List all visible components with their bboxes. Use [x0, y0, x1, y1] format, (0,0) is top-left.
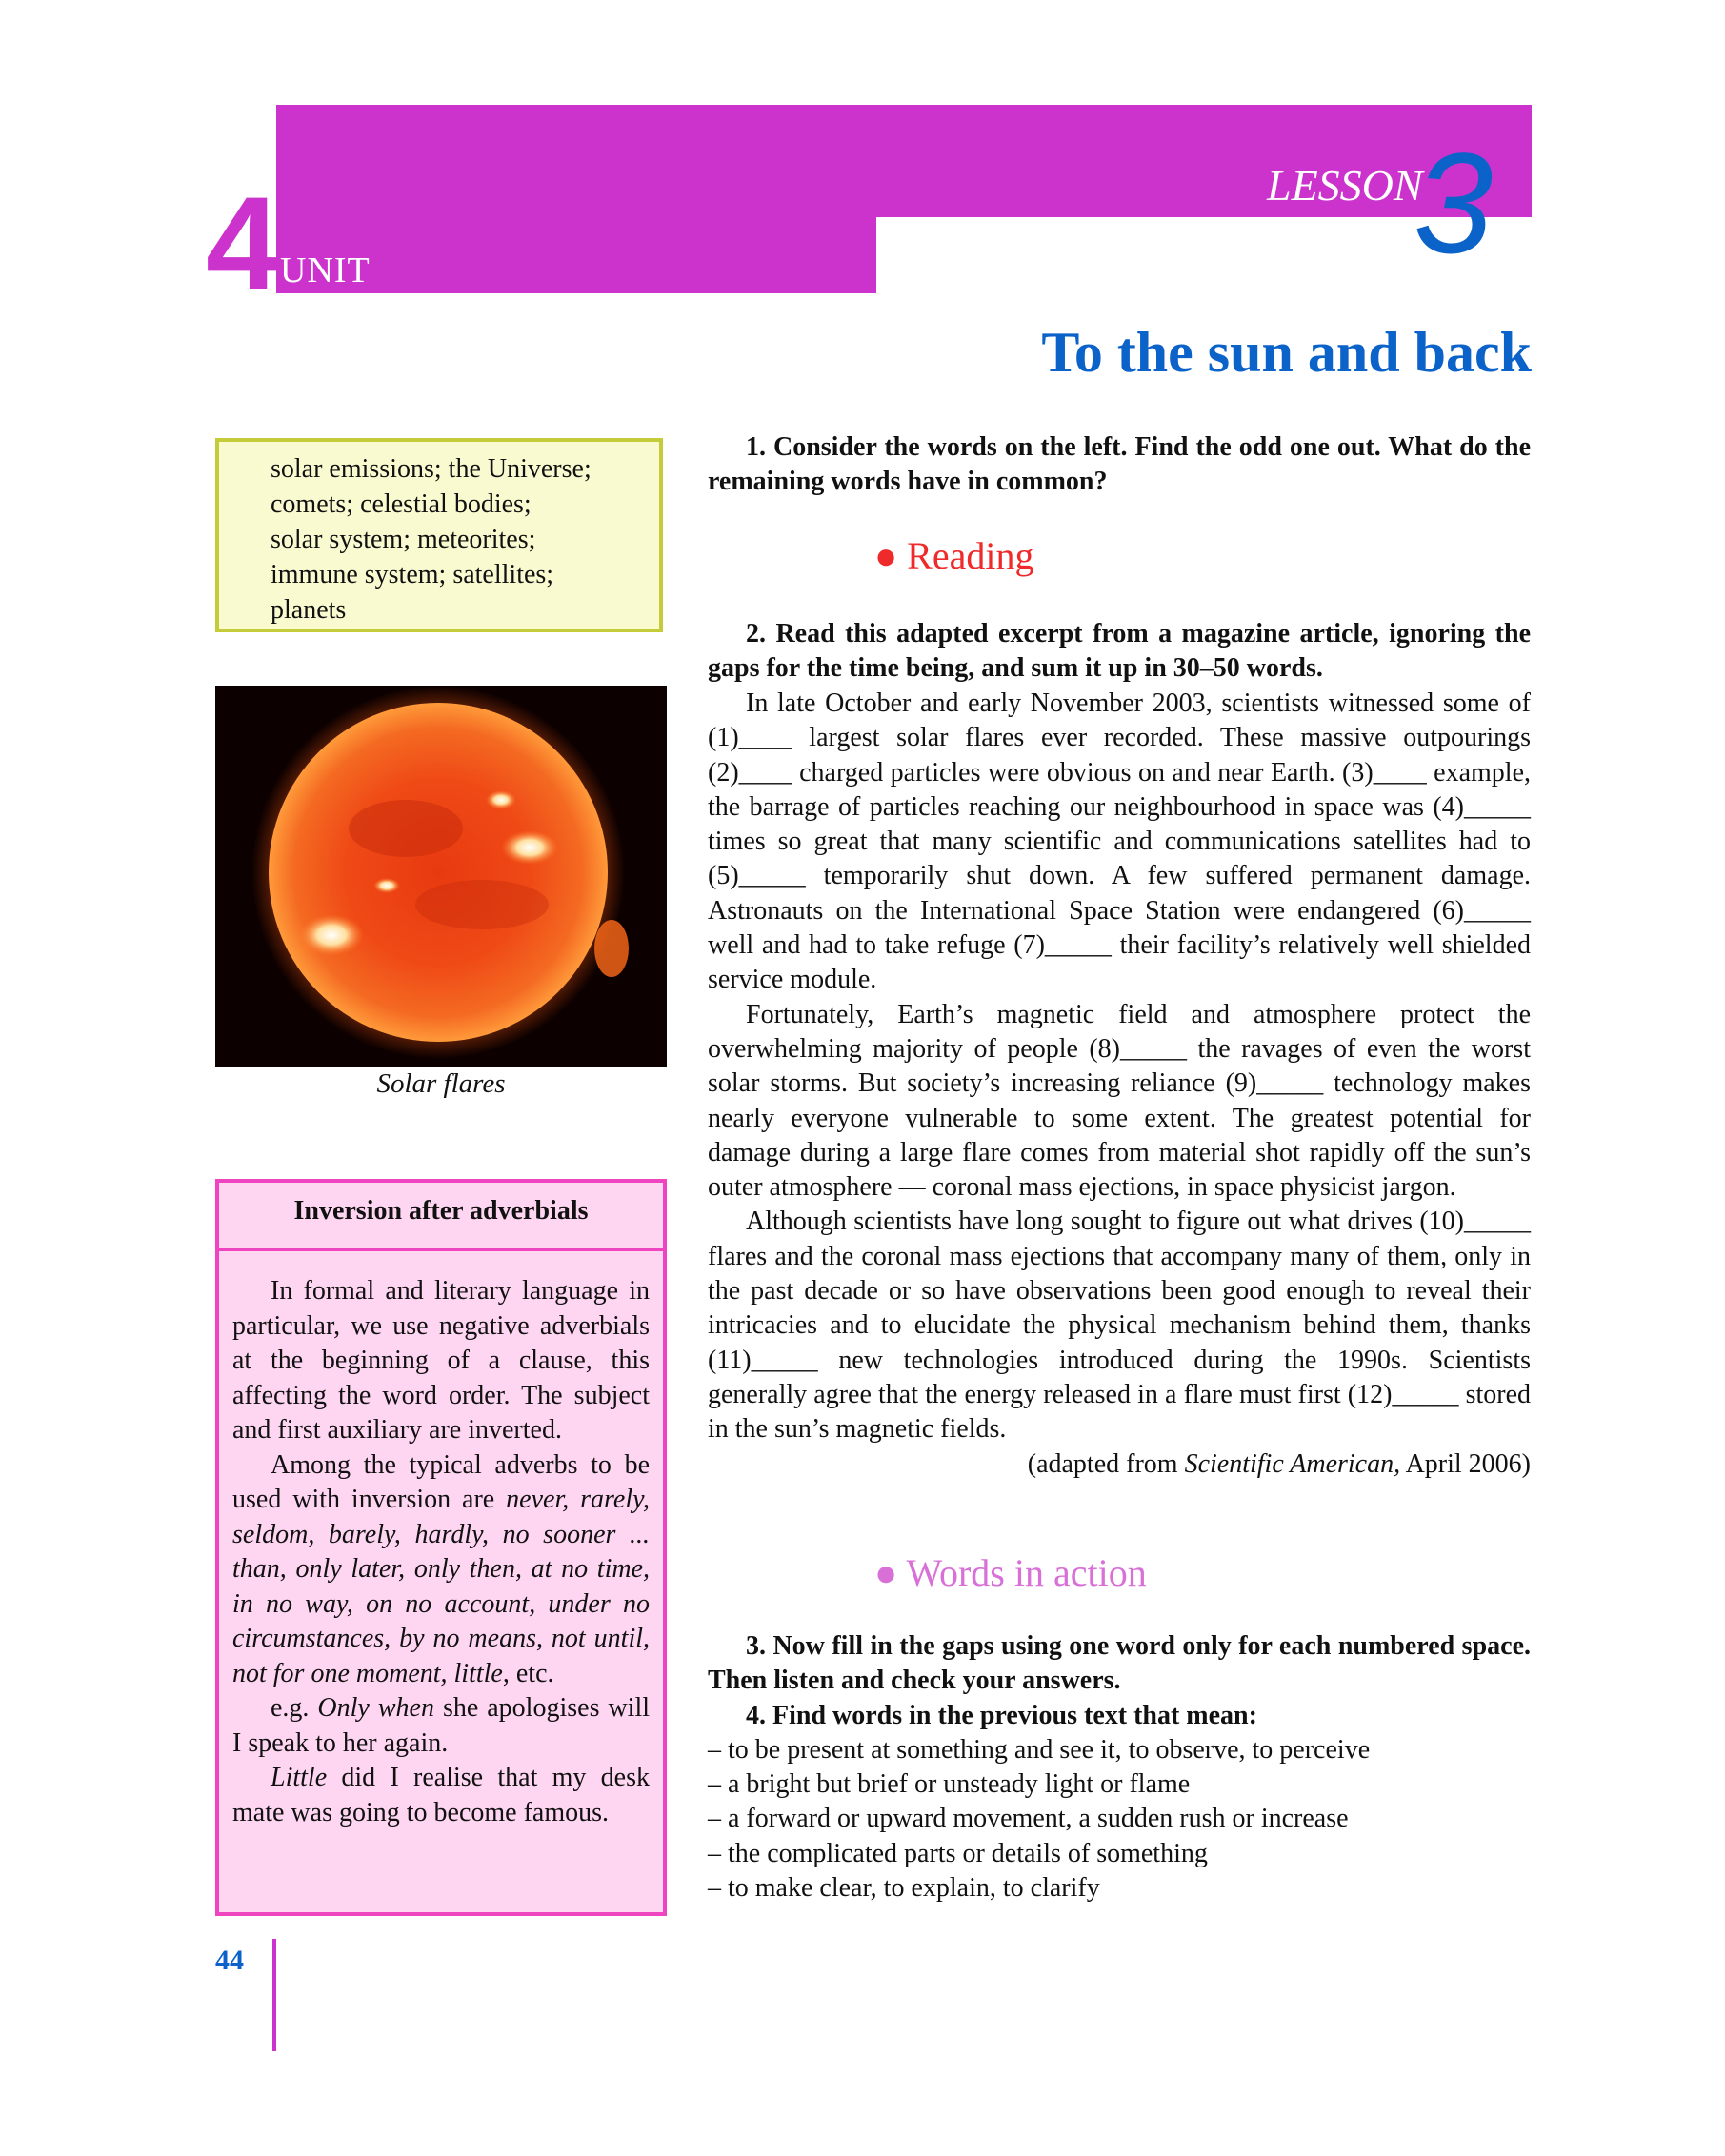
exercise-3 — [708, 1629, 1531, 1699]
unit-label: UNIT — [280, 250, 371, 290]
exercise-2 — [708, 617, 1531, 687]
example-adverb: Little — [271, 1763, 328, 1792]
adverb-list: never, rarely, seldom, barely, hardly, no sooner ... than, only later, only then, at no time, in no way, on no account, under no circumstances, by no means, not until, not for one moment, little — [232, 1485, 650, 1688]
exercise-4 — [708, 1699, 1531, 1733]
article-paragraph: In late October and early November 2003, scientists witnessed some of (1)____ largest solar flares ever recorded. These massive outpourings (2)____ charged particles were obvious on and near Earth. (3)____ example, the barrage of particles reaching our neighbourhood in space was (4)_____ times so great that many scientific and communications satellites had to (5)_____ temporarily shut down. A few suffered permanent damage. Astronauts on the International Space Station were endangered (6)_____ well and had to take refuge (7)_____ their facility’s relatively well shielded service module. — [708, 689, 1531, 995]
definition-item: – a forward or upward movement, a sudden rush or increase — [708, 1804, 1349, 1834]
word-line: solar emissions; the Universe; — [271, 454, 592, 484]
exercise-2-text: 2. Read this adapted excerpt from a magazine article, ignoring the gaps for the time being, and sum it up in 30–50 words. — [708, 619, 1531, 684]
article-source — [708, 1447, 1531, 1482]
source-title: Scientific American, — [1184, 1448, 1401, 1479]
grammar-box-body — [219, 1251, 663, 1830]
source-text: April 2006) — [1400, 1448, 1531, 1479]
grammar-text: Among the typical adverbs to be used with inversion are — [232, 1449, 650, 1514]
lesson-number: 3 — [1414, 123, 1494, 283]
lesson-label: LESSON — [1267, 161, 1423, 210]
word-line: immune system; satellites; — [271, 560, 554, 589]
definition-item: – the complicated parts or details of something — [708, 1838, 1208, 1868]
exercise-1-text: 1. Consider the words on the left. Find the odd one out. What do the remaining words have in common? — [708, 432, 1531, 497]
page-number: 44 — [215, 1945, 244, 1976]
word-list-box — [215, 438, 663, 632]
footer-rule — [272, 1939, 276, 2051]
definition-item: – to make clear, to explain, to clarify — [708, 1873, 1100, 1904]
definition-item: – a bright but brief or unsteady light or flame — [708, 1769, 1191, 1800]
page-title: To the sun and back — [1041, 321, 1532, 384]
grammar-example — [232, 1761, 650, 1830]
exercise-3-text: 3. Now fill in the gaps using one word only for each numbered space. Then listen and check your answers. — [708, 1631, 1531, 1696]
source-text: (adapted from — [1027, 1448, 1185, 1479]
exercise-1 — [708, 430, 1531, 500]
section-words-in-action: ● Words in action — [874, 1551, 1147, 1594]
unit-number: 4 — [206, 169, 276, 318]
image-caption: Solar flares — [376, 1068, 506, 1099]
example-text: did I realise that my desk mate was going to become famous. — [232, 1763, 650, 1827]
grammar-example — [232, 1691, 650, 1761]
word-line: planets — [271, 595, 347, 625]
grammar-paragraph: In formal and literary language in particular, we use negative adverbials at the beginning of a clause, this affecting the word order. The subject and first auxiliary are inverted. — [232, 1276, 650, 1445]
grammar-text: , etc. — [502, 1658, 554, 1688]
exercise-4-text: 4. Find words in the previous text that mean: — [746, 1700, 1257, 1730]
example-lead: e.g. — [271, 1693, 318, 1723]
grammar-paragraph — [232, 1448, 650, 1692]
grammar-box — [215, 1179, 667, 1916]
example-adverb: Only when — [317, 1693, 434, 1723]
example-text: she apologises will I speak to her again. — [232, 1693, 651, 1758]
article-paragraph: Fortunately, Earth’s magnetic field and atmosphere protect the overwhelming majority of people (8)_____ the ravages of even the worst solar storms. But society’s increasing reliance (9)_____ technology makes nearly everyone vulnerable to some extent. The greatest potential for damage during a large flare comes from material shot rapidly off the sun’s outer atmosphere — coronal mass ejections, in space physicist jargon. — [708, 999, 1531, 1203]
article-paragraph: Although scientists have long sought to figure out what drives (10)_____ flares and the coronal mass ejections that accompany many of them, only in the past decade or so have observations been good enough to reveal their intricacies and to elucidate the physical mechanism behind them, thanks (11)_____ new technologies introduced during the 1990s. Scientists generally agree that the energy released in a flare must first (12)_____ stored in the sun’s magnetic fields. — [708, 1207, 1531, 1445]
exercises-3-4 — [708, 1629, 1531, 1906]
definition-item: – to be present at something and see it, to observe, to perceive — [708, 1734, 1371, 1765]
word-line: comets; celestial bodies; — [271, 489, 532, 519]
word-line: solar system; meteorites; — [271, 525, 536, 554]
grammar-box-title: Inversion after adverbials — [219, 1183, 663, 1251]
section-reading: ● Reading — [874, 534, 1034, 577]
article-text — [708, 687, 1531, 1482]
solar-flares-image — [215, 686, 667, 1067]
definition-list — [708, 1733, 1531, 1906]
